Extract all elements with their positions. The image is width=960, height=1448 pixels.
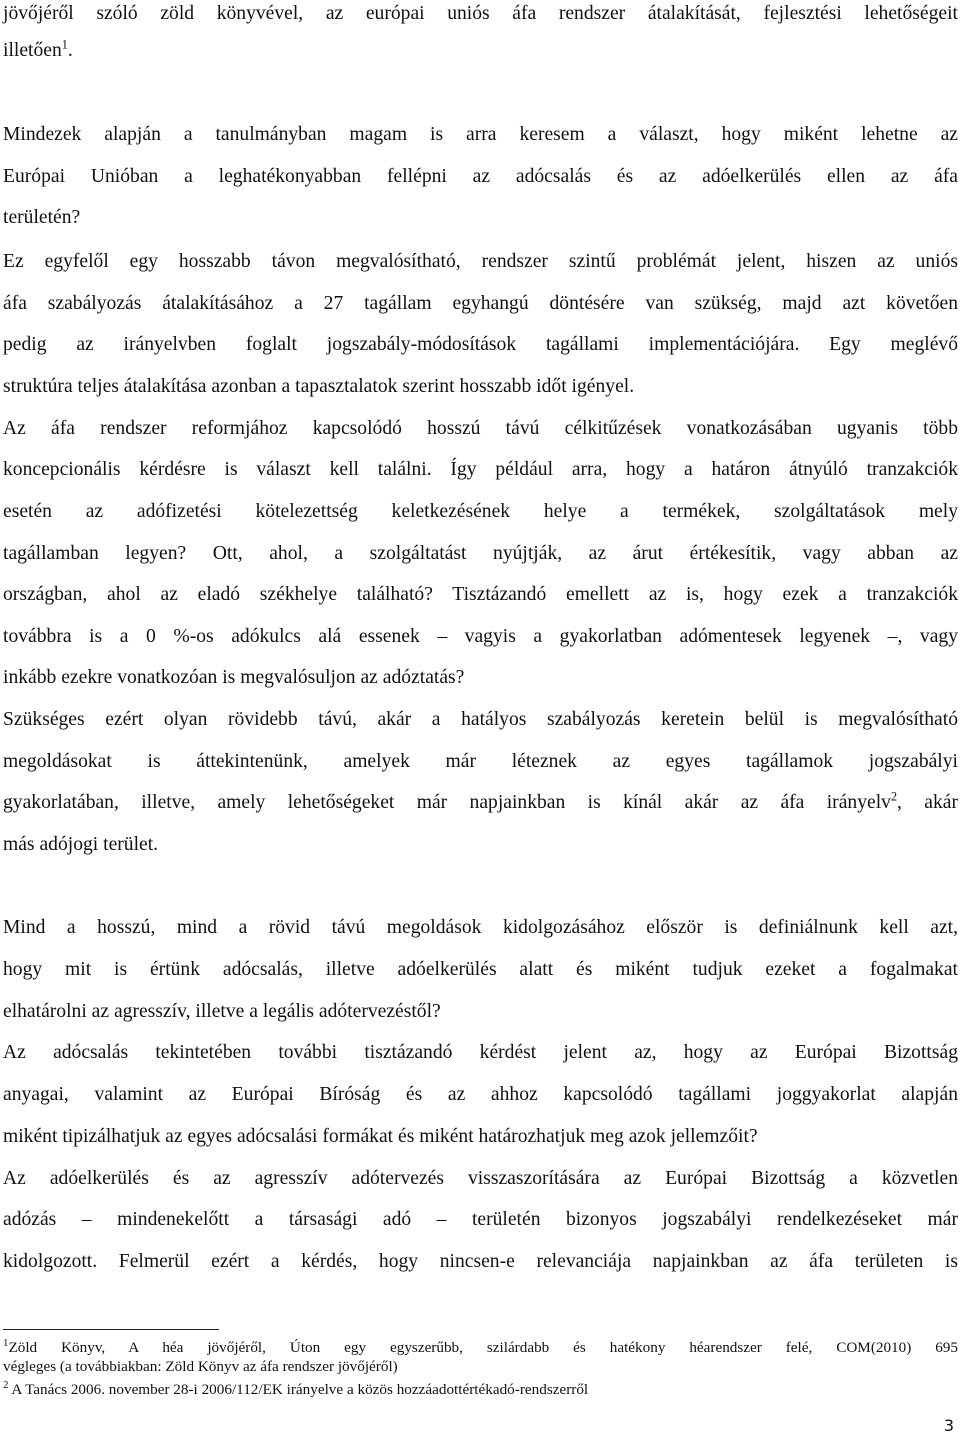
text-line: áfa szabályozás átalakításához a 27 tagállam egyhangú döntésére van szükség, majd azt követően xyxy=(3,293,958,314)
text-line: jövőjéről szóló zöld könyvével, az európai uniós áfa rendszer átalakítását, fejlesztési lehetőségeit xyxy=(3,3,958,24)
text-line: Szükséges ezért olyan rövidebb távú, akár a hatályos szabályozás keretein belül is megvalósítható xyxy=(3,709,958,730)
footnote-reference: 2 xyxy=(890,789,898,804)
text-line: más adójogi terület. xyxy=(3,834,159,855)
text-line: adózás – mindenekelőtt a társasági adó – területén bizonyos jogszabályi rendelkezéseket már xyxy=(3,1209,958,1230)
text-line: inkább ezekre vonatkozóan is megvalósuljon az adóztatás? xyxy=(3,667,465,688)
footnote-mark: 1 xyxy=(3,1336,9,1349)
text-line: elhatárolni az agresszív, illetve a legális adótervezéstől? xyxy=(3,1001,441,1022)
page-number: 3 xyxy=(943,1416,954,1435)
footnote: $^2$ A Tanács 2006. november 28-i 2006/112/EK irányelve a közös hozzáadottértékadó-rendszerről xyxy=(3,1378,589,1398)
text-line: Az adócsalás tekintetében további tisztázandó kérdést jelent az, hogy az Európai Bizottság xyxy=(3,1042,958,1063)
text-line: pedig az irányelvben foglalt jogszabály-módosítások tagállami implementációjára. Egy meglévő xyxy=(3,334,958,355)
text-line: struktúra teljes átalakítása azonban a tapasztalatok szerint hosszabb időt igényel. xyxy=(3,376,635,397)
footnote-mark: 2 xyxy=(3,1378,9,1391)
text-line: Európai Unióban a leghatékonyabban fellépni az adócsalás és az adóelkerülés ellen az áfa xyxy=(3,166,958,187)
text-line: területén? xyxy=(3,207,81,228)
text-line: Az áfa rendszer reformjához kapcsolódó hosszú távú célkitűzések vonatkozásában ugyanis több xyxy=(3,418,958,439)
text-line: Mind a hosszú, mind a rövid távú megoldások kidolgozásához először is definiálnunk kell azt, xyxy=(3,917,958,938)
text-line: Mindezek alapján a tanulmányban magam is arra keresem a választ, hogy miként lehetne az xyxy=(3,124,958,145)
text-line: gyakorlatában, illetve, amely lehetőségeket már napjainkban is kínál akár az áfa irányelv$^2$, akár xyxy=(3,789,958,813)
footnote-continuation: végleges (a továbbiakban: Zöld Könyv az áfa rendszer jövőjéről) xyxy=(3,1358,398,1375)
text-line: Ez egyfelől egy hosszabb távon megvalósítható, rendszer szintű problémát jelent, hiszen az uniós xyxy=(3,251,958,272)
text-line: anyagai, valamint az Európai Bíróság és az ahhoz kapcsolódó tagállami joggyakorlat alapján xyxy=(3,1084,958,1105)
text-line: illetően$^1$. xyxy=(3,37,73,61)
footnote-reference: 1 xyxy=(61,37,68,52)
text-line: hogy mit is értünk adócsalás, illetve adóelkerülés alatt és miként tudjuk ezeket a fogalmakat xyxy=(3,959,958,980)
text-line: esetén az adófizetési kötelezettség keletkezésének helye a termékek, szolgáltatások mely xyxy=(3,501,958,522)
footnote-separator xyxy=(3,1329,219,1330)
footnote: $^1$Zöld Könyv, A héa jövőjéről, Úton egy egyszerűbb, szilárdabb és hatékony héarendszer felé, COM(2010) 695 xyxy=(3,1336,958,1356)
text-line: koncepcionális kérdésre is választ kell találni. Így például arra, hogy a határon átnyúló tranzakciók xyxy=(3,459,958,480)
text-line: országban, ahol az eladó székhelye található? Tisztázandó emellett az is, hogy ezek a tranzakciók xyxy=(3,584,958,605)
text-line: miként tipizálhatjuk az egyes adócsalási formákat és miként határozhatjuk meg azok jellemzőit? xyxy=(3,1126,758,1147)
text-line: kidolgozott. Felmerül ezért a kérdés, hogy nincsen-e relevanciája napjainkban az áfa területen is xyxy=(3,1251,958,1272)
text-line: megoldásokat is áttekintenünk, amelyek már léteznek az egyes tagállamok jogszabályi xyxy=(3,751,958,772)
text-line: tagállamban legyen? Ott, ahol, a szolgáltatást nyújtják, az árut értékesítik, vagy abban az xyxy=(3,543,958,564)
text-line: továbbra is a 0 %-os adókulcs alá essenek – vagyis a gyakorlatban adómentesek legyenek –, vagy xyxy=(3,626,958,647)
text-line: Az adóelkerülés és az agresszív adótervezés visszaszorítására az Európai Bizottság a közvetlen xyxy=(3,1168,958,1189)
